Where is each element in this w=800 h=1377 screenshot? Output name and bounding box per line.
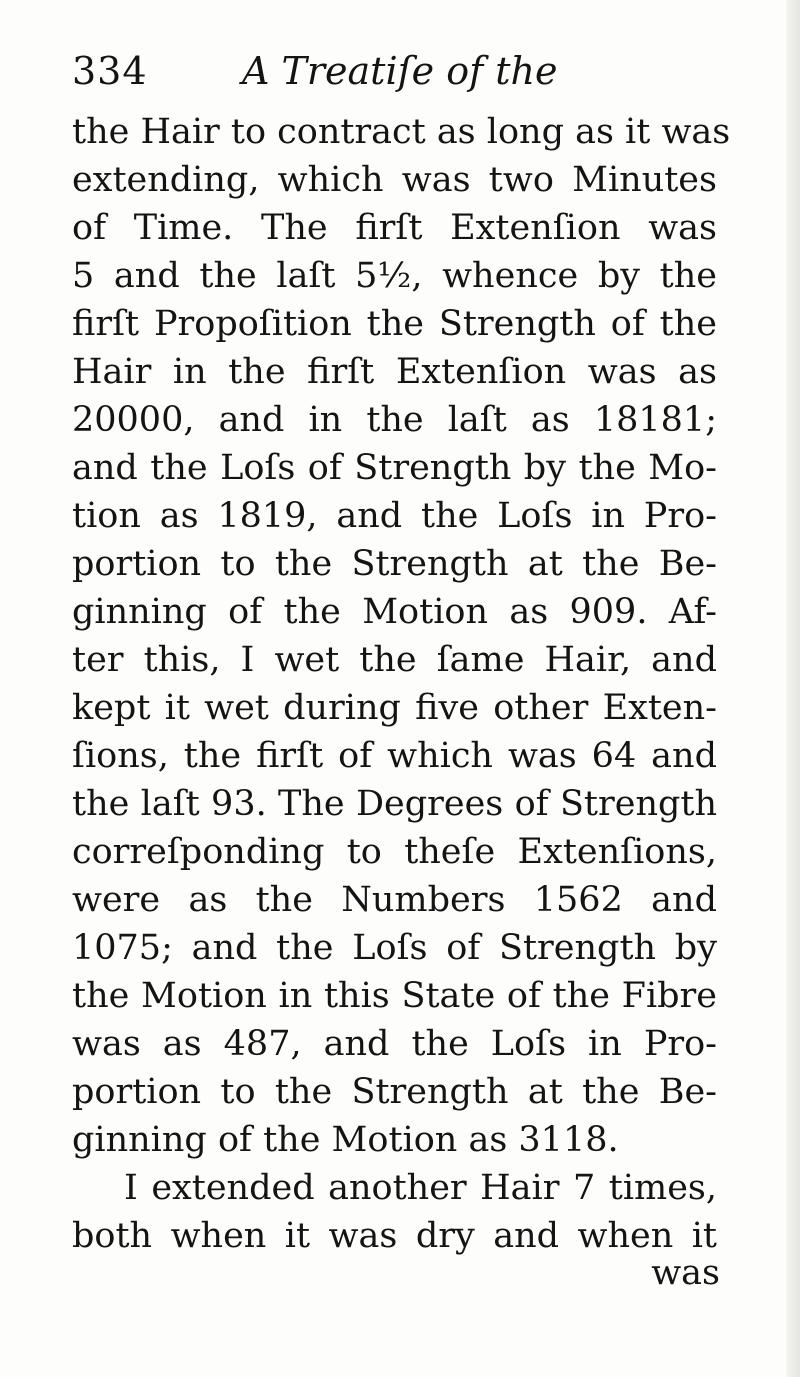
running-head: [72, 44, 732, 98]
text-line: I extended another Hair 7 times,: [124, 1168, 717, 1208]
text-line: of Time. The firſt Extenſion was: [72, 208, 717, 248]
text-line: kept it wet during five other Exten-: [72, 688, 717, 728]
text-line: correſponding to theſe Extenſions,: [72, 832, 717, 872]
text-line: was as 487, and the Loſs in Pro-: [72, 1024, 717, 1064]
text-line: were as the Numbers 1562 and: [72, 880, 717, 920]
text-line: 5 and the laſt 5½, whence by the: [72, 256, 717, 296]
text-line: ſions, the firſt of which was 64 and: [72, 736, 717, 776]
text-line: ginning of the Motion as 3118.: [72, 1120, 619, 1160]
text-line: portion to the Strength at the Be-: [72, 1072, 717, 1112]
text-line: the Motion in this State of the Fibre: [72, 976, 717, 1016]
running-title: A Treatiſe of the: [242, 49, 558, 93]
text-line: Hair in the firſt Extenſion was as: [72, 352, 717, 392]
catchword: was: [651, 1253, 720, 1293]
text-line: the Hair to contract as long as it was: [72, 112, 731, 152]
text-line: ginning of the Motion as 909. Af-: [72, 592, 717, 632]
body-text: [72, 108, 731, 1260]
text-line: the laſt 93. The Degrees of Strength: [72, 784, 717, 824]
text-line: 20000, and in the laſt as 18181;: [72, 400, 717, 440]
page-edge-shadow: [786, 0, 800, 1377]
text-line: 1075; and the Loſs of Strength by: [72, 928, 717, 968]
text-line: portion to the Strength at the Be-: [72, 544, 717, 584]
text-line: firſt Propoſition the Strength of the: [72, 304, 717, 344]
text-line: extending, which was two Minutes: [72, 160, 717, 200]
page-number: 334: [72, 49, 148, 93]
text-line: ter this, I wet the ſame Hair, and: [72, 640, 717, 680]
text-line: both when it was dry and when it: [72, 1216, 717, 1256]
text-line: and the Loſs of Strength by the Mo-: [72, 448, 717, 488]
text-line: tion as 1819, and the Loſs in Pro-: [72, 496, 717, 536]
